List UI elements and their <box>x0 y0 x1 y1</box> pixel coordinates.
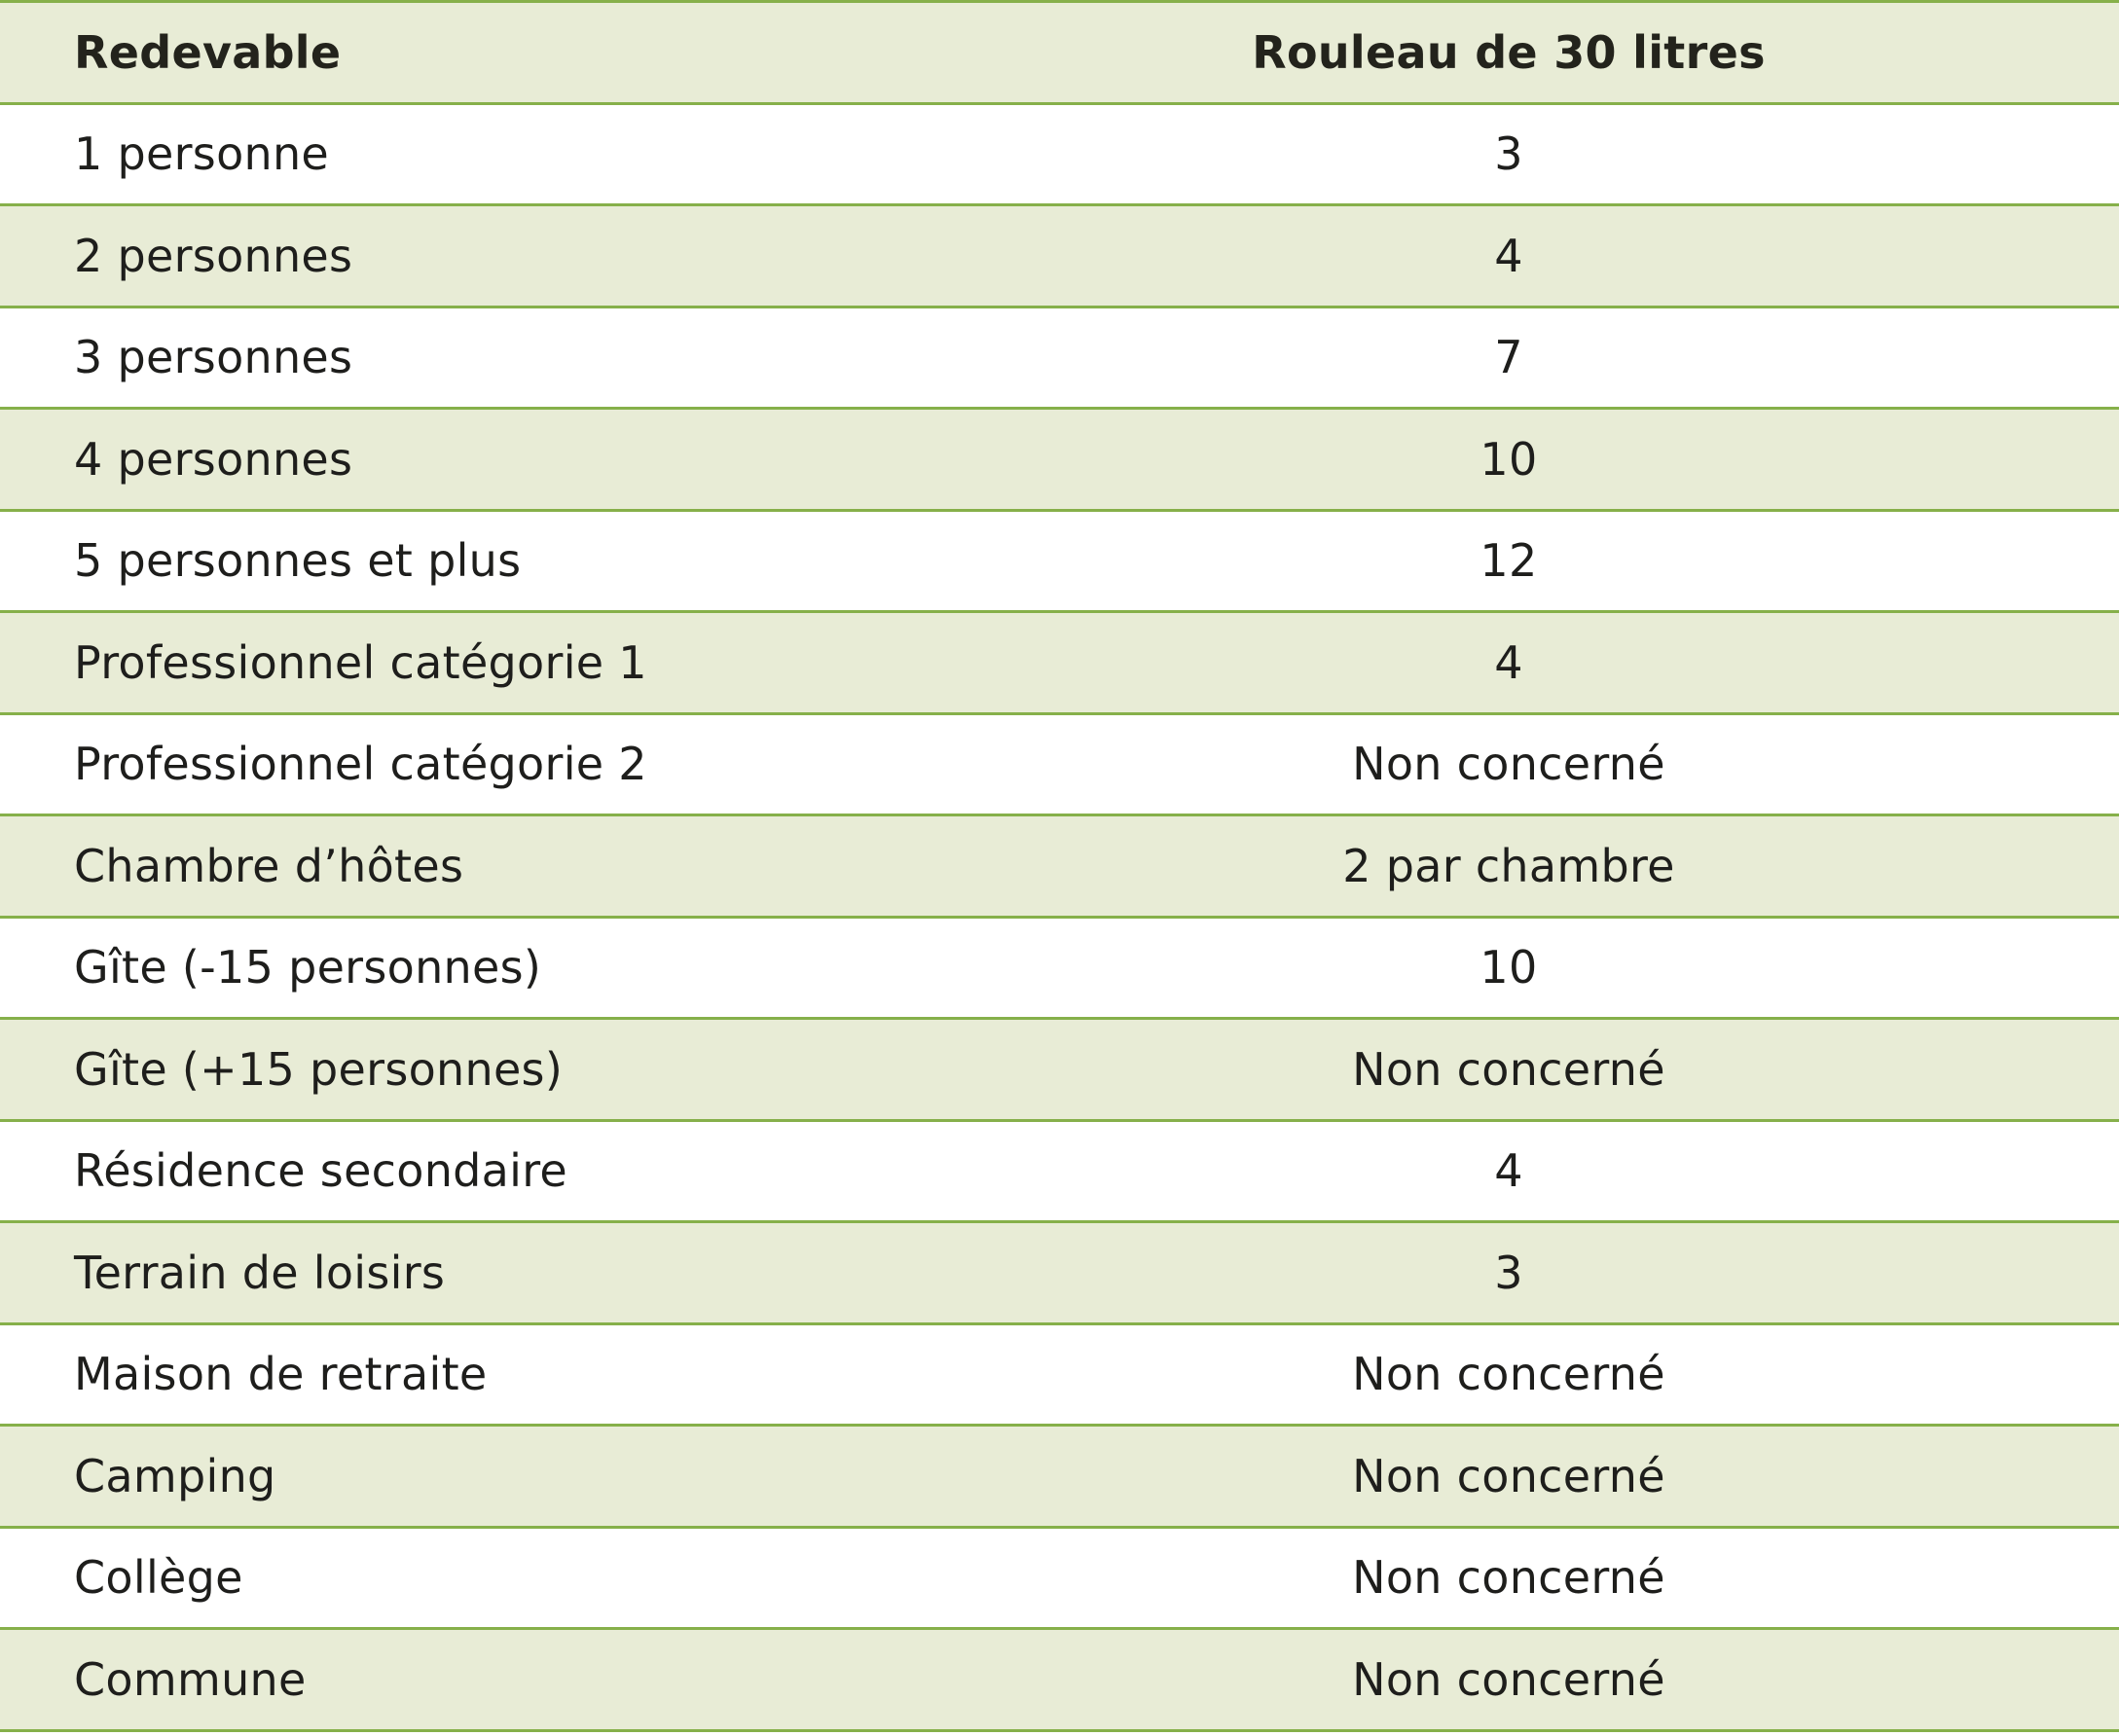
row-value: Non concerné <box>1352 1449 1665 1502</box>
row-value: Non concerné <box>1352 1652 1665 1706</box>
table-row <box>0 1630 2119 1732</box>
row-label: Collège <box>74 1551 243 1605</box>
row-value: Non concerné <box>1352 1348 1665 1401</box>
table-row <box>0 410 2119 512</box>
row-value: 2 par chambre <box>1342 839 1675 892</box>
row-label: Gîte (-15 personnes) <box>74 941 542 995</box>
table-row <box>0 308 2119 411</box>
row-label: Terrain de loisirs <box>74 1246 446 1299</box>
row-label: 2 personnes <box>74 229 353 282</box>
table-row <box>0 1020 2119 1122</box>
table-row <box>0 512 2119 614</box>
header-rouleau: Rouleau de 30 litres <box>1252 25 1766 79</box>
table-row <box>0 206 2119 308</box>
table-row <box>0 919 2119 1021</box>
row-label: Camping <box>74 1449 276 1502</box>
row-value: 4 <box>1494 635 1523 689</box>
row-label: 5 personnes et plus <box>74 534 522 588</box>
table-row <box>0 816 2119 919</box>
table-row <box>0 1529 2119 1631</box>
table-row <box>0 1122 2119 1224</box>
row-label: Commune <box>74 1652 307 1706</box>
row-label: Chambre d’hôtes <box>74 839 464 892</box>
table-row <box>0 105 2119 207</box>
row-label: Professionnel catégorie 2 <box>74 738 647 791</box>
row-value: 4 <box>1494 1144 1523 1198</box>
row-label: 3 personnes <box>74 331 353 384</box>
row-label: 1 personne <box>74 127 330 181</box>
row-value: 4 <box>1494 229 1523 282</box>
row-label: Gîte (+15 personnes) <box>74 1042 564 1096</box>
row-value: Non concerné <box>1352 1551 1665 1605</box>
table-row <box>0 1325 2119 1428</box>
table-row <box>0 715 2119 817</box>
row-label: 4 personnes <box>74 432 353 486</box>
row-value: 7 <box>1494 331 1523 384</box>
row-value: 3 <box>1494 1246 1523 1299</box>
table-row <box>0 1223 2119 1325</box>
row-label: Maison de retraite <box>74 1348 488 1401</box>
table-header-row <box>0 3 2119 105</box>
table-row <box>0 1427 2119 1529</box>
table-row <box>0 613 2119 715</box>
row-value: Non concerné <box>1352 738 1665 791</box>
row-value: 12 <box>1480 534 1538 588</box>
header-redevable: Redevable <box>74 25 342 79</box>
row-value: 10 <box>1480 941 1538 995</box>
row-label: Résidence secondaire <box>74 1144 568 1198</box>
row-value: 3 <box>1494 127 1523 181</box>
row-value: Non concerné <box>1352 1042 1665 1096</box>
row-label: Professionnel catégorie 1 <box>74 635 647 689</box>
row-value: 10 <box>1480 432 1538 486</box>
